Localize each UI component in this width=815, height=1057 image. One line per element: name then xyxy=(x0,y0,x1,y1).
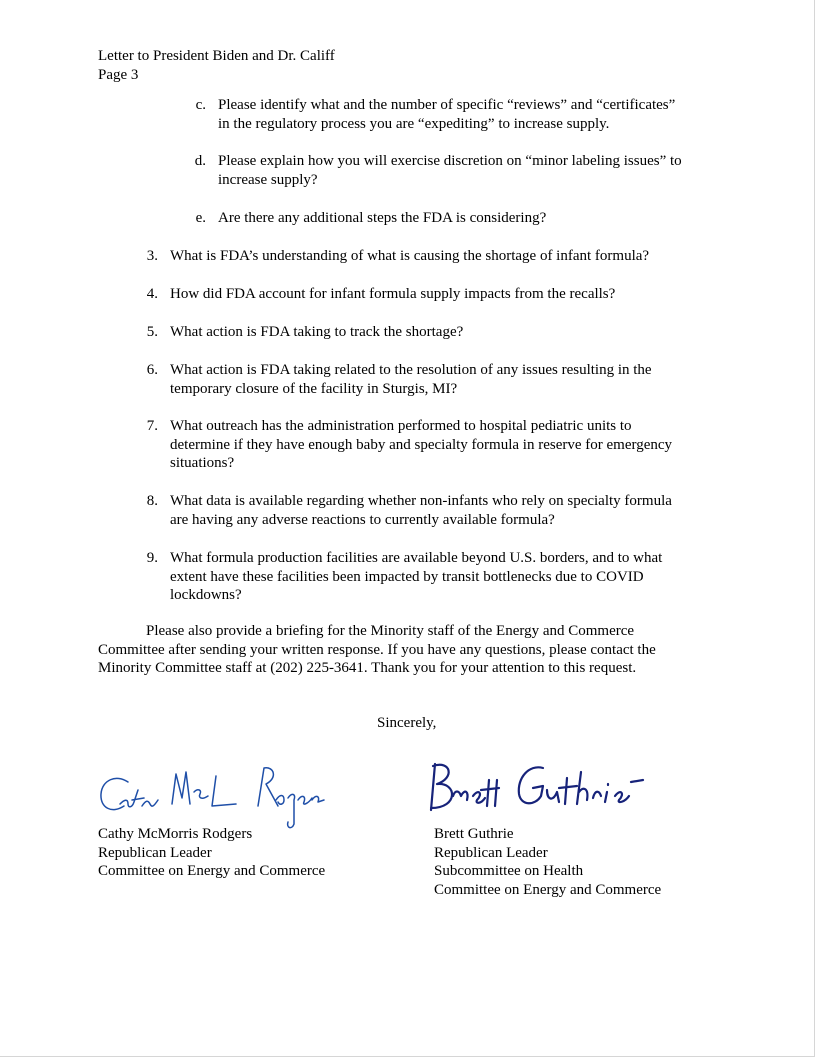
paragraph-line: Minority Committee staff at (202) 225-3641. Thank you for your attention to this request. xyxy=(98,660,637,676)
list-item-text: What action is FDA taking to track the shortage? xyxy=(170,324,464,340)
list-item-text: determine if they have enough baby and specialty formula in reserve for emergency xyxy=(170,436,673,453)
list-item-text: Please identify what and the number of specific “reviews” and “certificates” xyxy=(218,97,676,113)
list-marker: 4. xyxy=(146,286,158,302)
sign-off: Sincerely, xyxy=(377,715,437,731)
list-item-text: What action is FDA taking related to the resolution of any issues resulting in the xyxy=(170,362,652,378)
list-item-text: temporary closure of the facility in Sturgis, MI? xyxy=(170,380,458,397)
list-item-text: Are there any additional steps the FDA is considering? xyxy=(218,210,547,226)
list-marker: c. xyxy=(195,97,206,113)
list-marker: d. xyxy=(194,153,206,169)
closing-paragraph xyxy=(98,622,656,678)
signatory-title: Republican Leader xyxy=(98,844,212,861)
signatory-subcommittee: Subcommittee on Health xyxy=(434,863,584,879)
list-item-text: increase supply? xyxy=(218,171,318,188)
list-item-text: What is FDA’s understanding of what is causing the shortage of infant formula? xyxy=(170,248,650,264)
signatory-title: Republican Leader xyxy=(434,844,548,861)
signatory-committee: Committee on Energy and Commerce xyxy=(434,881,662,898)
paragraph-line: Committee after sending your written response. If you have any questions, please contact the xyxy=(98,641,656,658)
signatory-name: Brett Guthrie xyxy=(434,826,514,842)
list-marker: e. xyxy=(195,210,206,226)
list-item-text: Please explain how you will exercise discretion on “minor labeling issues” to xyxy=(218,153,682,169)
signatory-committee: Committee on Energy and Commerce xyxy=(98,863,326,879)
list-item-text: extent have these facilities been impacted by transit bottlenecks due to COVID xyxy=(170,568,644,585)
list-item-text: What formula production facilities are available beyond U.S. borders, and to what xyxy=(170,550,663,566)
list-marker: 9. xyxy=(146,550,158,566)
running-header xyxy=(98,47,335,84)
paragraph-line: Please also provide a briefing for the Minority staff of the Energy and Commerce xyxy=(146,623,635,639)
signatory-guthrie xyxy=(434,825,661,899)
signature-rodgers xyxy=(98,760,328,832)
list-marker: 6. xyxy=(146,362,158,378)
list-item-text: in the regulatory process you are “expediting” to increase supply. xyxy=(218,115,610,132)
signatory-rodgers xyxy=(98,825,325,881)
list-item-text: lockdowns? xyxy=(170,587,242,603)
list-marker: 3. xyxy=(146,248,158,264)
signature-guthrie xyxy=(425,752,655,824)
list-item-text: How did FDA account for infant formula supply impacts from the recalls? xyxy=(170,286,616,302)
list-item-text: What data is available regarding whether non-infants who rely on specialty formula xyxy=(170,493,672,509)
signatory-name: Cathy McMorris Rodgers xyxy=(98,826,253,842)
list-marker: 8. xyxy=(146,493,158,509)
list-item-text: are having any adverse reactions to currently available formula? xyxy=(170,511,555,528)
page-number: Page 3 xyxy=(98,66,139,83)
list-marker: 5. xyxy=(146,324,158,340)
header-title: Letter to President Biden and Dr. Califf xyxy=(98,48,335,64)
list-item-text: What outreach has the administration performed to hospital pediatric units to xyxy=(170,418,632,434)
list-marker: 7. xyxy=(146,418,158,434)
list-item-text: situations? xyxy=(170,455,235,471)
